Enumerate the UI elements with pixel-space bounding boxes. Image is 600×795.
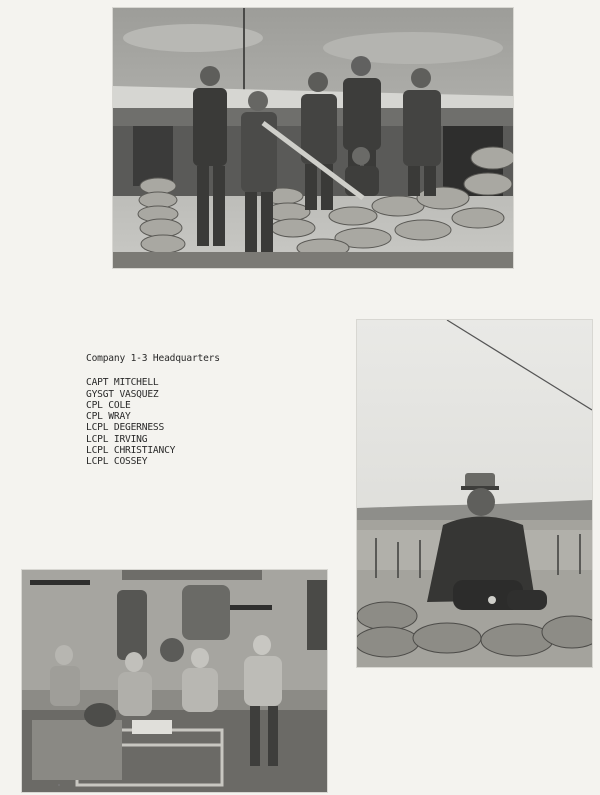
roster-name: LCPL COSSEY [86, 456, 148, 468]
roster-list [86, 377, 306, 467]
photo-group-at-bunker [113, 8, 513, 268]
caption-title: Company 1-3 Headquarters [86, 353, 220, 364]
roster-name: CAPT MITCHELL [86, 377, 159, 389]
photo-officer-on-sandbags [357, 320, 592, 667]
photo-group-at-bunker-image [113, 8, 513, 268]
roster-name: LCPL IRVING [86, 433, 148, 445]
photo-officer-on-sandbags-image [357, 320, 592, 667]
roster-name: GYSGT VASQUEZ [86, 388, 159, 400]
roster-name: LCPL DEGERNESS [86, 422, 165, 434]
photo-caption [86, 353, 306, 468]
scan-speck [58, 784, 60, 786]
roster-name: CPL COLE [86, 399, 131, 411]
photo-barracks [22, 570, 327, 792]
roster-name: LCPL CHRISTIANCY [86, 445, 176, 457]
roster-name: CPL WRAY [86, 411, 131, 423]
photo-barracks-image [22, 570, 327, 792]
